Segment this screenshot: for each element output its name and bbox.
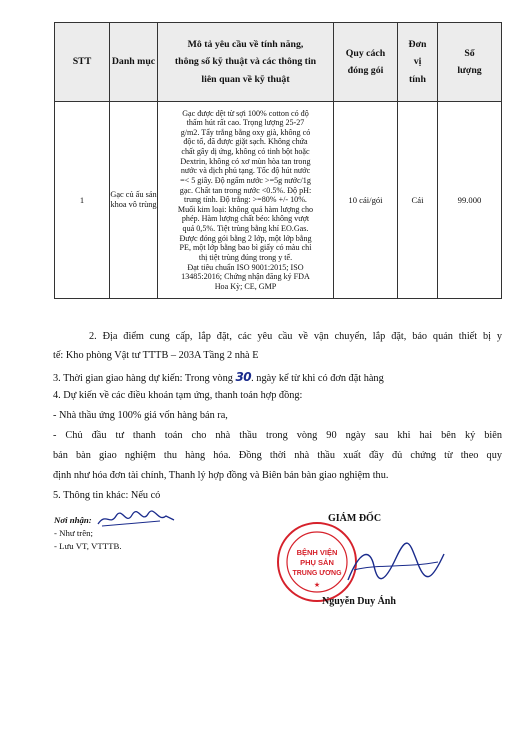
item-5: 5. Thông tin khác: Nếu có xyxy=(53,490,161,501)
header-stt: STT xyxy=(55,23,110,102)
item-2-line-2: tế: Kho phòng Vật tư TTTB – 203A Tầng 2 nhà E xyxy=(53,350,259,361)
director-name: Nguyễn Duy Ánh xyxy=(322,596,396,607)
cell-unit: Cái xyxy=(398,102,438,299)
spec-table xyxy=(54,22,502,299)
director-title: GIÁM ĐỐC xyxy=(328,513,382,524)
item-4-b-line-2: bản bàn giao nghiệm thu hàng hóa. Đồng thời nhà thầu xuất đầy đủ chứng từ theo quy xyxy=(53,450,502,461)
recipients-title: Nơi nhận: xyxy=(54,515,92,525)
header-description: Mô tả yêu cầu về tính năng, thông số kỹ thuật và các thông tin liên quan về kỹ thuật xyxy=(158,23,334,102)
header-unit: Đơn vị tính xyxy=(398,23,438,102)
item-3-suffix: . ngày kể từ khi có đơn đặt hàng xyxy=(251,373,384,384)
svg-text:★: ★ xyxy=(313,581,321,589)
item-4-a: - Nhà thầu ứng 100% giá vốn hàng bán ra, xyxy=(53,410,228,421)
director-signature xyxy=(340,540,450,592)
header-packing: Quy cách đóng gói xyxy=(334,23,398,102)
cell-description: Gạc được dệt từ sợi 100% cotton có độ thấm hút rất cao. Trọng lượng 25-27 g/m2. Tẩy trắng bằng oxy già, không có độc tố, đã được giặt sạch. Không chứa chất gây dị ứng, không có tinh bột hoặc Dextrin, không có xơ mùn hòa tan trong nước và dịch phủ tạng. Tốc độ hút nước =< 5 giây. Độ ngấm nước >=5g nước/1g gạc. Chất tan trong nước <0.5%. Độ pH: trung tính. Độ trắng: >=80% +/- 10%. Muối kim loại: không quá hàm lượng cho phép. Hàm lượng chất béo: không vượt quá 0,5%. Tiệt trùng bằng khí EO.Gas. Được đóng gói bằng 2 lớp, một lớp bằng PE, một lớp bằng bao bì giấy có màu chỉ thị tiệt trùng đúng trong y tế. Đạt tiêu chuẩn ISO 9001:2015; ISO 13485:2016; Chứng nhận đăng ký FDA Hoa Kỳ; CE, GMP xyxy=(158,102,334,299)
header-quantity: Số lượng xyxy=(438,23,502,102)
stamp-line-3: TRUNG ƯƠNG xyxy=(292,570,342,577)
header-category: Danh mục xyxy=(110,23,158,102)
item-4-title: 4. Dự kiến về các điều khoản tạm ứng, thanh toán hợp đồng: xyxy=(53,390,303,401)
cell-category: Gạc củ ấu sản khoa vô trùng xyxy=(110,102,158,299)
item-4-b-line-3: định như hóa đơn tài chính, Thanh lý hợp đồng và Biên bản bàn giao nghiệm thu. xyxy=(53,470,389,481)
stamp-line-1: BỆNH VIỆN xyxy=(296,548,338,557)
recipient-item: - Lưu VT, VTTTB. xyxy=(54,541,122,552)
cell-quantity: 99.000 xyxy=(438,102,502,299)
item-4-b-line-1: - Chủ đầu tư thanh toán cho nhà thầu trong vòng 90 ngày sau khi hai bên ký biên xyxy=(53,430,502,441)
stamp-line-2: PHỤ SẢN xyxy=(300,558,334,567)
recipient-item: - Như trên; xyxy=(54,528,93,539)
cell-packing: 10 cái/gói xyxy=(334,102,398,299)
cell-stt: 1 xyxy=(55,102,110,299)
item-3-prefix: 3. Thời gian giao hàng dự kiến: Trong vòng xyxy=(53,373,233,384)
initials-scribble xyxy=(96,508,176,530)
table-row xyxy=(55,102,502,299)
item-2-line-1: 2. Địa điểm cung cấp, lắp đặt, các yêu cầu về vận chuyển, lắp đặt, bảo quản thiết bị y xyxy=(89,331,502,342)
terms-section xyxy=(53,331,502,502)
handwritten-days: 30 xyxy=(235,370,252,384)
item-3 xyxy=(53,371,384,384)
table-header-row xyxy=(55,23,502,102)
